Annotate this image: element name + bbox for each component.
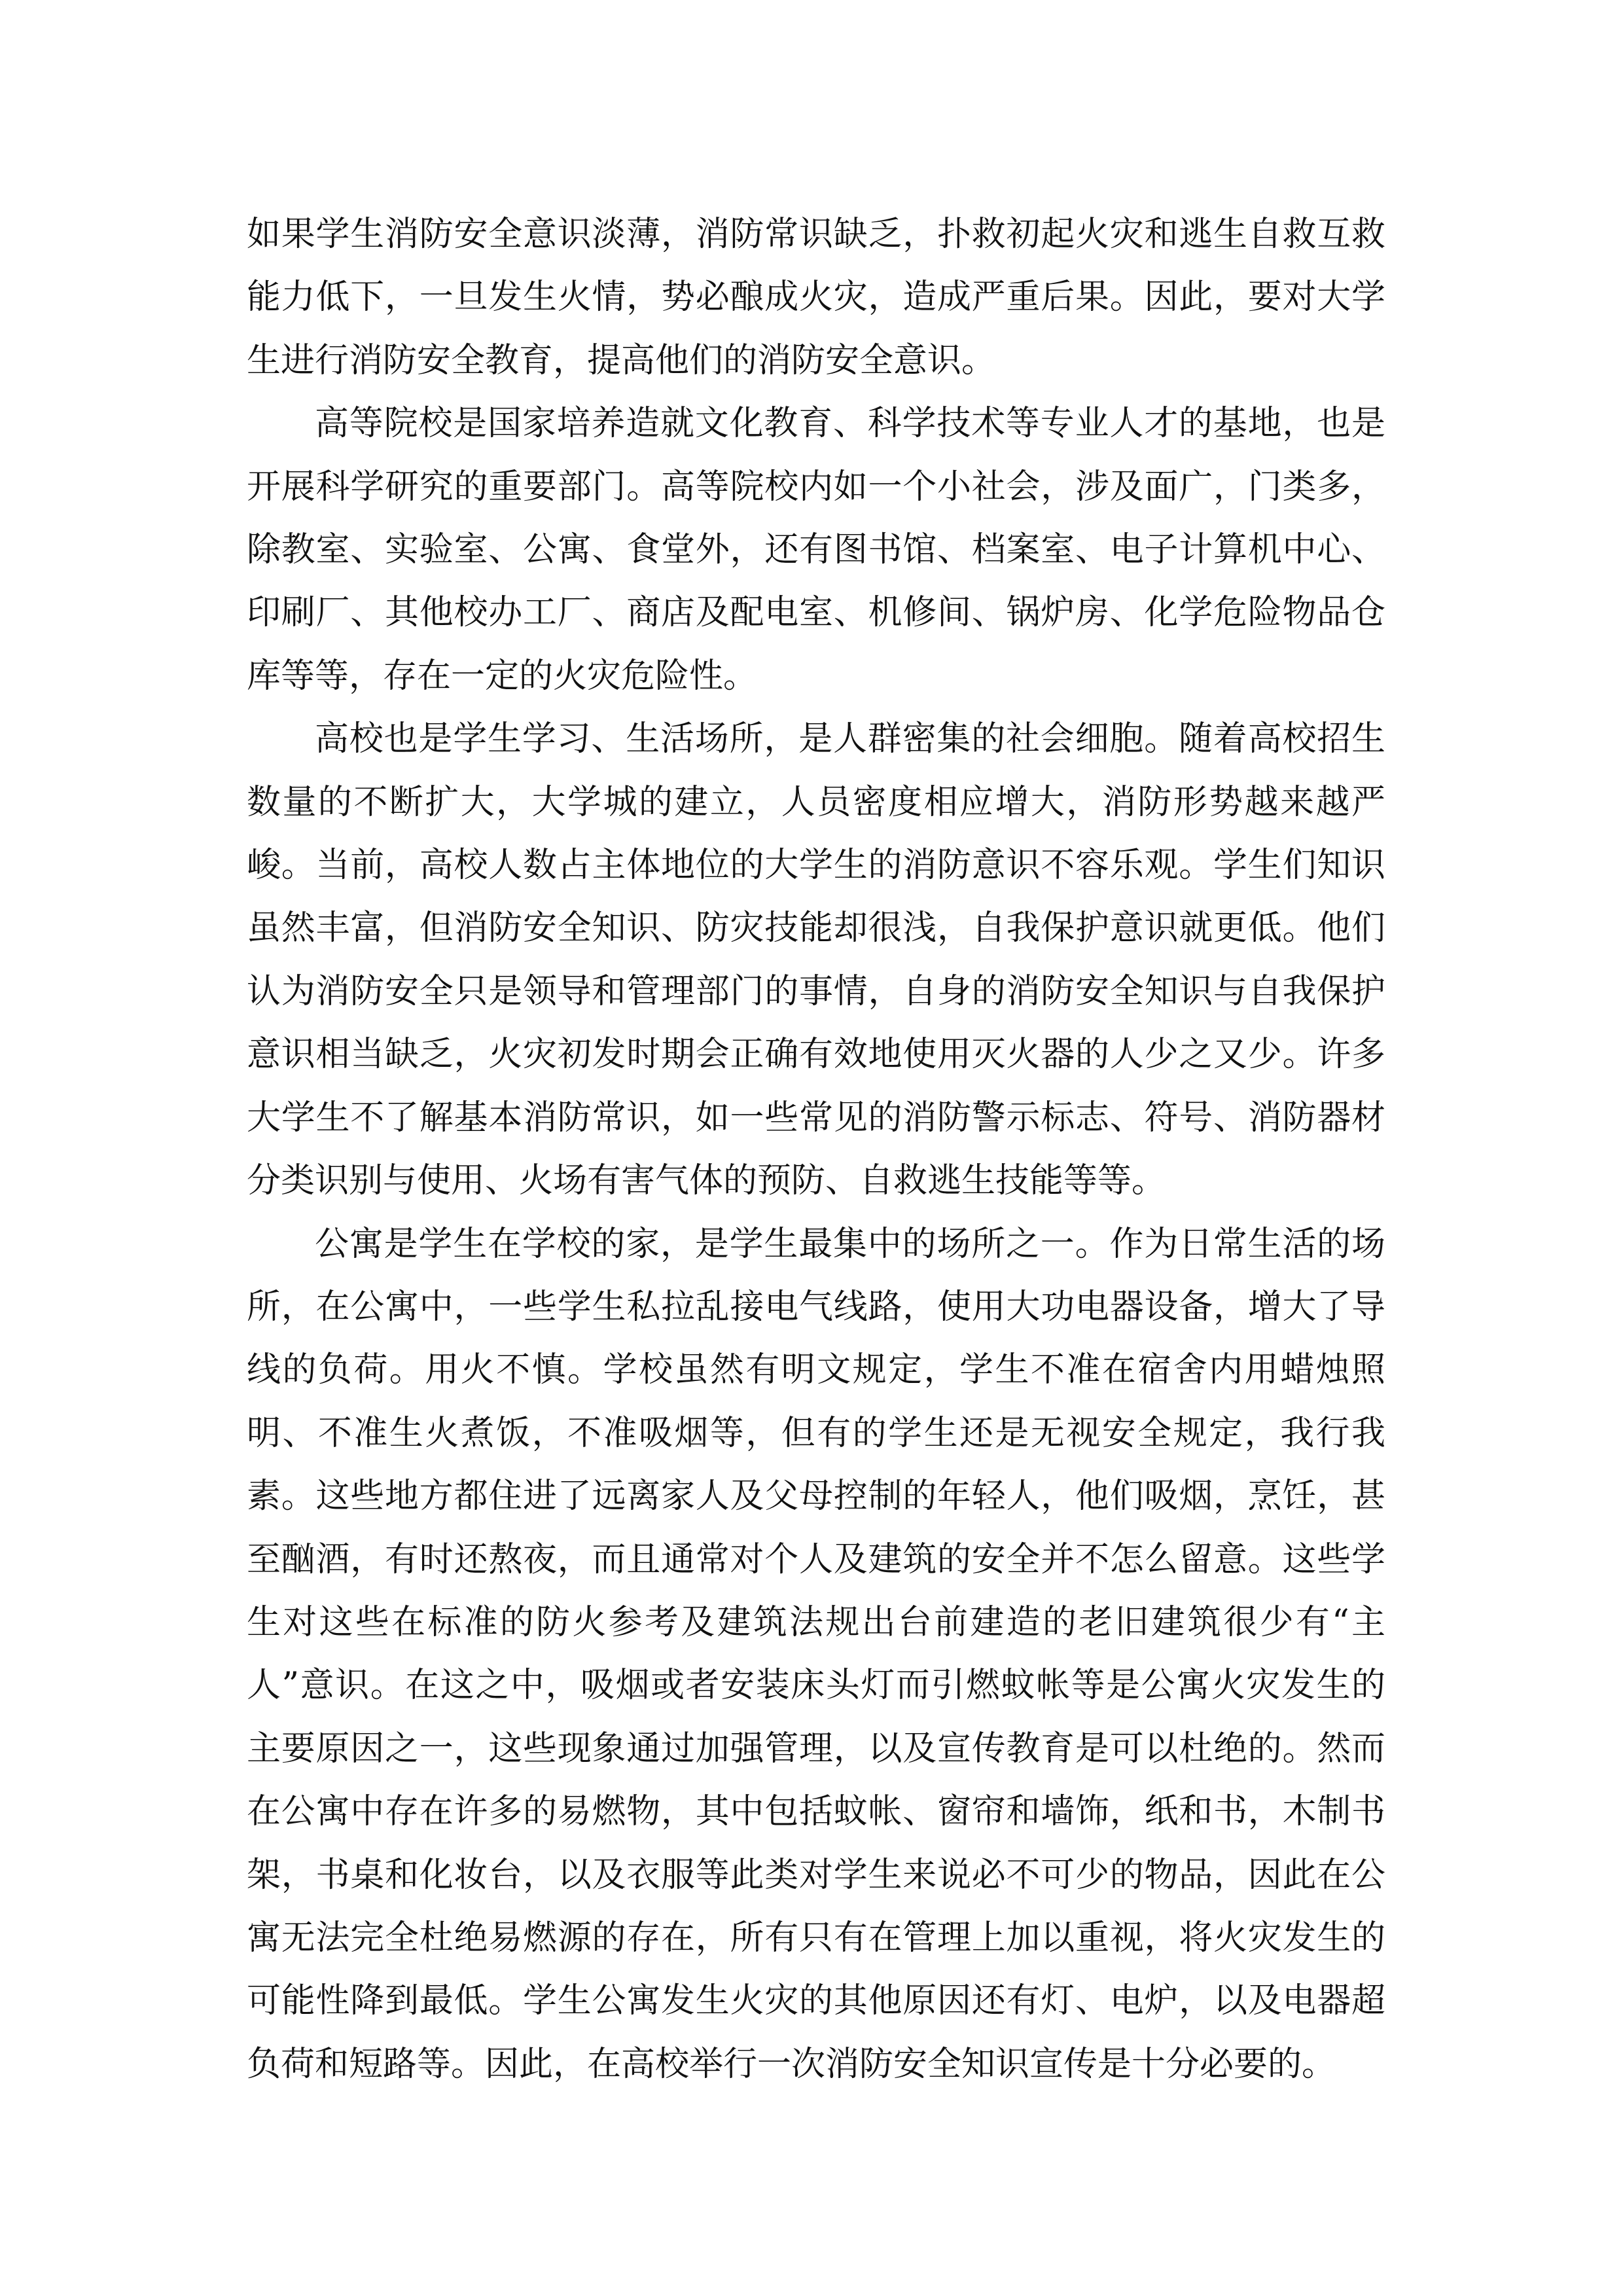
document-body xyxy=(247,203,1385,2096)
paragraph-3: 高校也是学生学习、生活场所，是人群密集的社会细胞。随着高校招生数量的不断扩大，大学城的建立，人员密度相应增大，消防形势越来越严峻。当前，高校人数占主体地位的大学生的消防意识不容乐观。学生们知识虽然丰富，但消防安全知识、防灾技能却很浅，自我保护意识就更低。他们认为消防安全只是领导和管理部门的事情，自身的消防安全知识与自我保护意识相当缺乏，火灾初发时期会正确有效地使用灭火器的人少之又少。许多大学生不了解基本消防常识，如一些常见的消防警示标志、符号、消防器材分类识别与使用、火场有害气体的预防、自救逃生技能等等。 xyxy=(247,719,1385,1201)
paragraph-2: 高等院校是国家培养造就文化教育、科学技术等专业人才的基地，也是开展科学研究的重要部门。高等院校内如一个小社会，涉及面广，门类多，除教室、实验室、公寓、食堂外，还有图书馆、档案室、电子计算机中心、印刷厂、其他校办工厂、商店及配电室、机修间、锅炉房、化学危险物品仓库等等，存在一定的火灾危险性。 xyxy=(247,404,1385,696)
paragraph-4: 公寓是学生在学校的家，是学生最集中的场所之一。作为日常生活的场所，在公寓中，一些学生私拉乱接电气线路，使用大功电器设备，增大了导线的负荷。用火不慎。学校虽然有明文规定，学生不准在宿舍内用蜡烛照明、不准生火煮饭，不准吸烟等，但有的学生还是无视安全规定，我行我素。这些地方都住进了远离家人及父母控制的年轻人，他们吸烟，烹饪，甚至酗酒，有时还熬夜，而且通常对个人及建筑的安全并不怎么留意。这些学生对这些在标准的防火参考及建筑法规出台前建造的老旧建筑很少有“主人”意识。在这之中，吸烟或者安装床头灯而引燃蚊帐等是公寓火灾发生的主要原因之一，这些现象通过加强管理，以及宣传教育是可以杜绝的。然而在公寓中存在许多的易燃物，其中包括蚊帐、窗帘和墙饰，纸和书，木制书架，书桌和化妆台，以及衣服等此类对学生来说必不可少的物品，因此在公寓无法完全杜绝易燃源的存在，所有只有在管理上加以重视，将火灾发生的可能性降到最低。学生公寓发生火灾的其他原因还有灯、电炉，以及电器超负荷和短路等。因此，在高校举行一次消防安全知识宣传是十分必要的。 xyxy=(247,1224,1385,2084)
paragraph-1: 如果学生消防安全意识淡薄，消防常识缺乏，扑救初起火灾和逃生自救互救能力低下，一旦发生火情，势必酿成火灾，造成严重后果。因此，要对大学生进行消防安全教育，提高他们的消防安全意识。 xyxy=(247,215,1385,380)
